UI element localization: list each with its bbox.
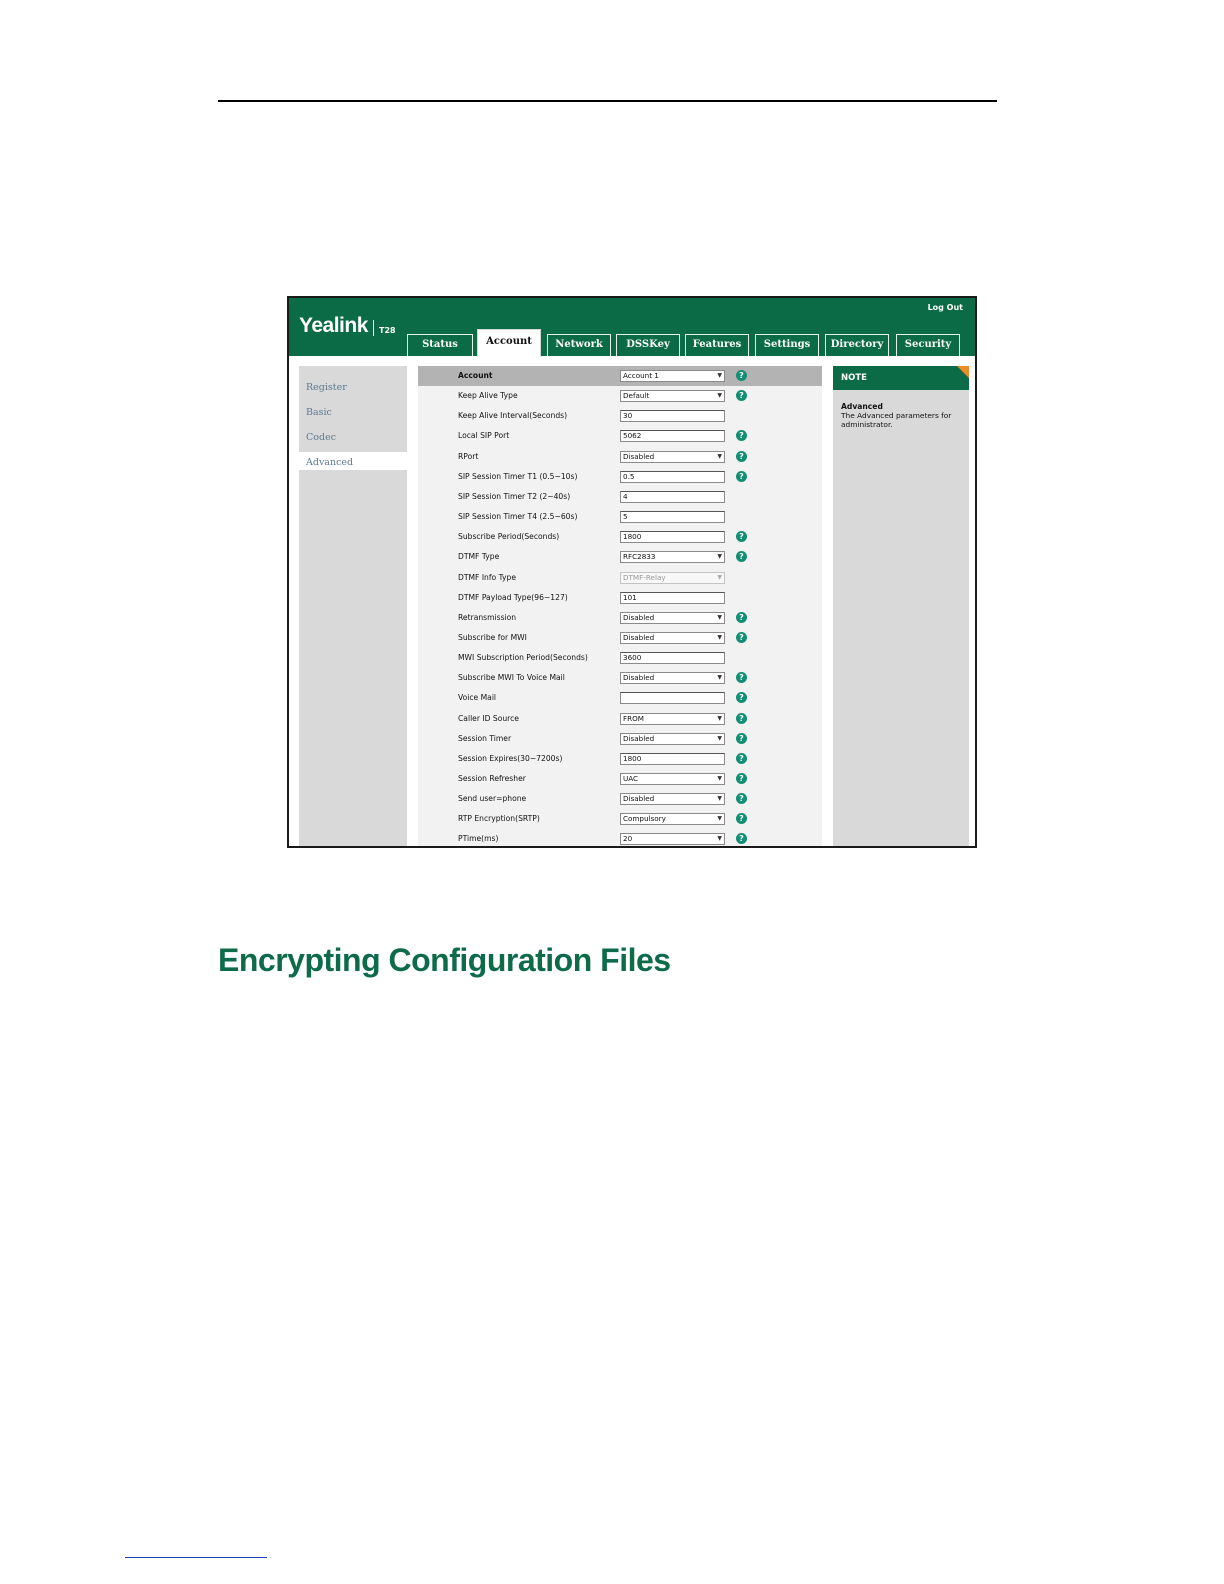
label-dtmf-payload-type-96-127: DTMF Payload Type(96~127) xyxy=(458,592,568,602)
input-mwi-subscription-period-seconds[interactable] xyxy=(620,652,725,664)
help-icon[interactable]: ? xyxy=(736,471,747,482)
value-account: Account 1 xyxy=(623,371,659,380)
label-local-sip-port: Local SIP Port xyxy=(458,431,510,441)
note-panel xyxy=(833,366,969,848)
select-session-timer[interactable] xyxy=(620,733,725,745)
help-icon[interactable]: ? xyxy=(736,692,747,703)
value-subscribe-mwi-to-voice-mail: Disabled xyxy=(623,673,655,683)
chevron-down-icon: ▼ xyxy=(717,613,722,621)
label-subscribe-period-seconds: Subscribe Period(Seconds) xyxy=(458,532,560,542)
input-sip-session-timer-t1-0-5-10s[interactable] xyxy=(620,471,725,483)
label-dtmf-info-type: DTMF Info Type xyxy=(458,572,517,582)
chevron-down-icon: ▼ xyxy=(717,815,722,823)
value-rtp-encryption-srtp: Compulsory xyxy=(623,814,666,824)
label-retransmission: Retransmission xyxy=(458,612,517,622)
help-icon[interactable]: ? xyxy=(736,713,747,724)
page-top-rule xyxy=(218,100,997,102)
tab-features[interactable]: Features xyxy=(685,334,749,356)
sidebar-item-advanced[interactable]: Advanced xyxy=(306,457,354,468)
chevron-down-icon: ▼ xyxy=(717,674,722,682)
tab-dsskey[interactable]: DSSKey xyxy=(616,334,680,356)
label-mwi-subscription-period-seconds: MWI Subscription Period(Seconds) xyxy=(458,653,588,663)
value-mwi-subscription-period-seconds: 3600 xyxy=(623,653,642,663)
select-dtmf-type[interactable] xyxy=(620,551,725,563)
label-keep-alive-interval-seconds: Keep Alive Interval(Seconds) xyxy=(458,411,568,421)
select-send-user-phone[interactable] xyxy=(620,793,725,805)
value-keep-alive-type: Default xyxy=(623,391,650,401)
chevron-down-icon: ▼ xyxy=(717,835,722,843)
tab-network[interactable]: Network xyxy=(547,334,611,356)
value-sip-session-timer-t1-0-5-10s: 0.5 xyxy=(623,471,635,481)
chevron-down-icon: ▼ xyxy=(717,795,722,803)
label-keep-alive-type: Keep Alive Type xyxy=(458,391,518,401)
label-session-timer: Session Timer xyxy=(458,733,512,743)
value-keep-alive-interval-seconds: 30 xyxy=(623,411,633,421)
help-icon[interactable]: ? xyxy=(736,370,747,381)
select-keep-alive-type[interactable] xyxy=(620,390,725,402)
label-subscribe-for-mwi: Subscribe for MWI xyxy=(458,632,527,642)
value-dtmf-type: RFC2833 xyxy=(623,552,656,562)
value-sip-session-timer-t4-2-5-60s: 5 xyxy=(623,512,628,522)
tab-security[interactable]: Security xyxy=(896,334,960,356)
value-ptime-ms: 20 xyxy=(623,834,633,844)
select-dtmf-info-type xyxy=(620,572,725,584)
chevron-down-icon: ▼ xyxy=(717,633,722,641)
label-sip-session-timer-t4-2-5-60s: SIP Session Timer T4 (2.5~60s) xyxy=(458,512,578,522)
sidebar-item-register[interactable]: Register xyxy=(306,382,347,393)
help-icon[interactable]: ? xyxy=(736,451,747,462)
help-icon[interactable]: ? xyxy=(736,793,747,804)
help-icon[interactable]: ? xyxy=(736,430,747,441)
help-icon[interactable]: ? xyxy=(736,753,747,764)
help-icon[interactable]: ? xyxy=(736,773,747,784)
help-icon[interactable]: ? xyxy=(736,733,747,744)
chevron-down-icon: ▼ xyxy=(717,372,722,379)
select-caller-id-source[interactable] xyxy=(620,713,725,725)
label-session-expires-30-7200s: Session Expires(30~7200s) xyxy=(458,753,563,763)
tab-account[interactable]: Account xyxy=(477,329,541,357)
label-ptime-ms: PTime(ms) xyxy=(458,834,499,844)
label-rport: RPort xyxy=(458,451,479,461)
footer-link-underline xyxy=(125,1557,267,1558)
yealink-logo: Yealink xyxy=(299,314,368,337)
label-voice-mail: Voice Mail xyxy=(458,693,497,703)
select-rtp-encryption-srtp[interactable] xyxy=(620,813,725,825)
value-session-refresher: UAC xyxy=(623,774,639,783)
select-retransmission[interactable] xyxy=(620,612,725,624)
value-rport: Disabled xyxy=(623,451,655,461)
input-subscribe-period-seconds[interactable] xyxy=(620,531,725,543)
input-local-sip-port[interactable] xyxy=(620,430,725,442)
model-label: T28 xyxy=(379,326,396,335)
value-retransmission: Disabled xyxy=(623,612,655,622)
help-icon[interactable]: ? xyxy=(736,551,747,562)
label-sip-session-timer-t2-2-40s: SIP Session Timer T2 (2~40s) xyxy=(458,491,571,501)
select-session-refresher[interactable] xyxy=(620,773,725,785)
value-dtmf-payload-type-96-127: 101 xyxy=(623,592,637,602)
value-subscribe-period-seconds: 1800 xyxy=(623,532,642,542)
chevron-down-icon: ▼ xyxy=(717,553,722,561)
value-session-expires-30-7200s: 1800 xyxy=(623,753,642,763)
section-heading: Encrypting Configuration Files xyxy=(218,942,671,978)
note-header: NOTE xyxy=(833,366,969,390)
input-sip-session-timer-t4-2-5-60s[interactable] xyxy=(620,511,725,523)
value-session-timer: Disabled xyxy=(623,733,655,743)
label-caller-id-source: Caller ID Source xyxy=(458,713,519,723)
chevron-down-icon: ▼ xyxy=(717,392,722,400)
tab-directory[interactable]: Directory xyxy=(825,334,889,356)
sidebar-item-basic[interactable]: Basic xyxy=(306,407,332,418)
help-icon[interactable]: ? xyxy=(736,632,747,643)
note-text: The Advanced parameters for administrator. xyxy=(841,411,952,429)
select-subscribe-for-mwi[interactable] xyxy=(620,632,725,644)
help-icon[interactable]: ? xyxy=(736,813,747,824)
sidebar-item-codec[interactable]: Codec xyxy=(306,432,337,443)
help-icon[interactable]: ? xyxy=(736,672,747,683)
select-rport[interactable] xyxy=(620,451,725,463)
select-subscribe-mwi-to-voice-mail[interactable] xyxy=(620,672,725,684)
label-account: Account xyxy=(458,371,493,380)
input-session-expires-30-7200s[interactable] xyxy=(620,753,725,765)
label-rtp-encryption-srtp: RTP Encryption(SRTP) xyxy=(458,814,540,824)
help-icon[interactable]: ? xyxy=(736,833,747,844)
chevron-down-icon: ▼ xyxy=(717,734,722,742)
logout-link[interactable]: Log Out xyxy=(927,303,963,312)
note-corner-icon xyxy=(957,366,969,378)
label-session-refresher: Session Refresher xyxy=(458,774,526,783)
tab-settings[interactable]: Settings xyxy=(755,334,819,356)
web-ui-screenshot xyxy=(287,296,977,848)
value-subscribe-for-mwi: Disabled xyxy=(623,632,655,642)
label-dtmf-type: DTMF Type xyxy=(458,552,500,562)
label-send-user-phone: Send user=phone xyxy=(458,794,527,804)
tab-status[interactable]: Status xyxy=(407,334,473,356)
chevron-down-icon: ▼ xyxy=(717,775,722,782)
label-sip-session-timer-t1-0-5-10s: SIP Session Timer T1 (0.5~10s) xyxy=(458,471,578,481)
chevron-down-icon: ▼ xyxy=(717,452,722,460)
chevron-down-icon: ▼ xyxy=(717,714,722,722)
input-dtmf-payload-type-96-127[interactable] xyxy=(620,592,725,604)
select-account[interactable] xyxy=(620,370,725,382)
note-title: Advanced xyxy=(841,402,883,411)
input-sip-session-timer-t2-2-40s[interactable] xyxy=(620,491,725,503)
label-subscribe-mwi-to-voice-mail: Subscribe MWI To Voice Mail xyxy=(458,673,565,683)
help-icon[interactable]: ? xyxy=(736,612,747,623)
input-voice-mail[interactable] xyxy=(620,692,725,704)
help-icon[interactable]: ? xyxy=(736,531,747,542)
value-dtmf-info-type: DTMF-Relay xyxy=(623,572,666,582)
value-local-sip-port: 5062 xyxy=(623,431,642,441)
logo-separator xyxy=(373,320,374,336)
select-ptime-ms[interactable] xyxy=(620,833,725,845)
value-caller-id-source: FROM xyxy=(623,713,644,723)
chevron-down-icon: ▼ xyxy=(717,573,722,581)
help-icon[interactable]: ? xyxy=(736,390,747,401)
value-sip-session-timer-t2-2-40s: 4 xyxy=(623,491,628,501)
value-send-user-phone: Disabled xyxy=(623,794,655,804)
input-keep-alive-interval-seconds[interactable] xyxy=(620,410,725,422)
